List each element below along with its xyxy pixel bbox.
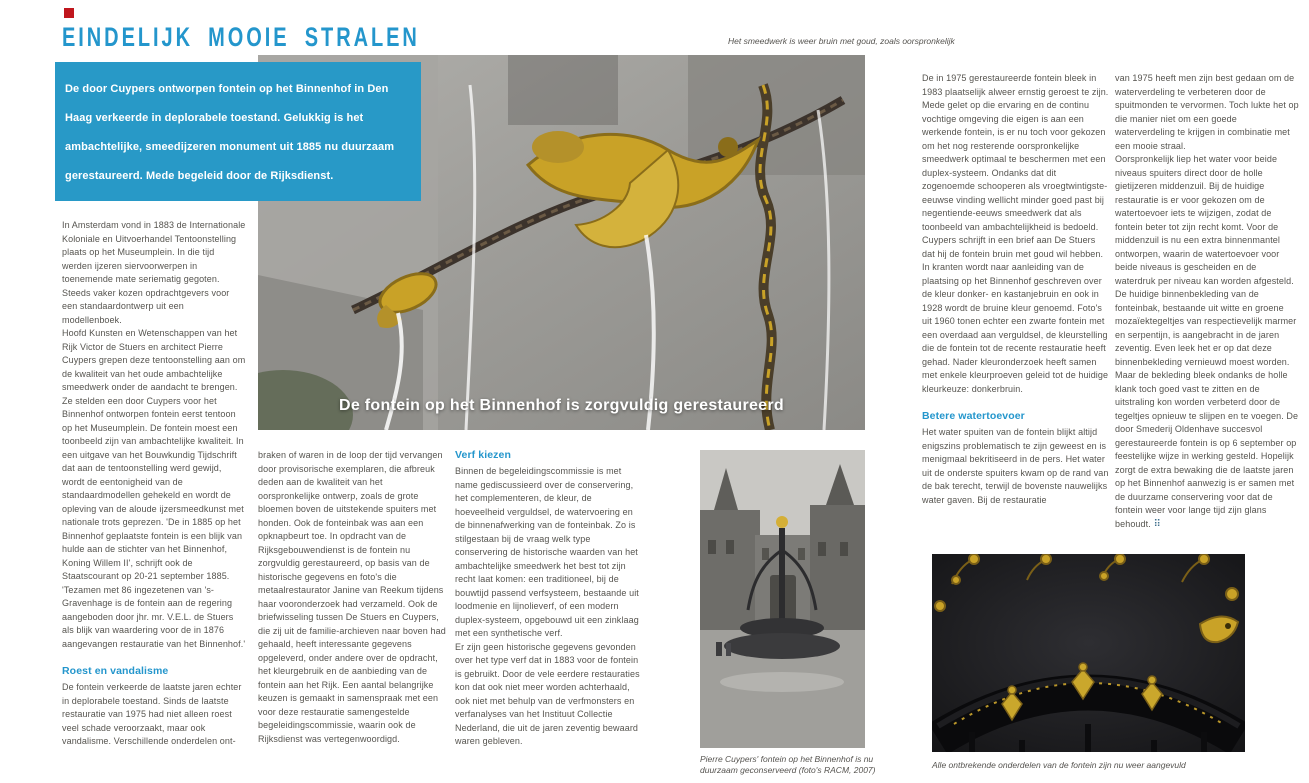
intro-box xyxy=(55,62,421,201)
paragraph: Hoofd Kunsten en Wetenschappen van het Rijk Victor de Stuers en architect Pierre Cuypers grepen deze tentoonstelling aan om de kwaliteit van het oude ambachtelijke smeedwerk onder de aandacht te brengen. Ze stelden een door Cuypers voor het Binnenhof ontworpen fontein eerst tentoon op het Museumplein. De fontein moest een toonbeeld zijn van ambachtelijke kwaliteit. In een uitgave van het Bouwkundig Tijdschrift dat aan de tentoonstelling werd gewijd, wordt de eentonigheid van de standaardmodellen gehekeld en wordt de opleving van de aloude ijzersmeedkunst met nationale trots geprezen. 'De in 1885 op het Binnenhof geplaatste fontein is een blijk van hulde aan de stichter van het Binnenhof, Koning Willem II', schrijft ook de Staatscourant op 20-21 september 1885. 'Tezamen met 86 ingezetenen van 's-Gravenhage is de fontein aan de regering aangeboden door jhr. mr. V.E.L. de Stuers als blijk van waardering voor de in 1876 aangevangen restauratie van het Binnenhof.' xyxy=(62,328,246,649)
photo-overlay-caption: De fontein op het Binnenhof is zorgvuldig gerestaureerd xyxy=(339,397,784,414)
fountain-crown-detail-photo xyxy=(932,554,1245,752)
paragraph-text: De huidige binnenbekleding van de fonteinbak, bestaande uit witte en groene mozaïektegeltjes van respectievelijk marmer en serpentijn, is aangebracht in de jaren zeventig. Even leek het er op dat deze binnenbekleding vernieuwd moest worden. Maar de bekleding bleek ondanks de holle klank toch goed vast te zitten en de uitstraling kon worden verbeterd door de tegeltjes opnieuw te slijpen en te voegen. De door Smederij Oldenhave succesvol gerestaureerde fontein is op 6 september op feestelijke wijze in werking gesteld. Hopelijk zorgt de extra bewaking die de laatste jaren op het Binnenhof aanwezig is er samen met de duurzame conservering voor dat de fontein weer voor lange tijd zijn glans behoudt. xyxy=(1115,289,1299,529)
paragraph: Oorspronkelijk liep het water voor beide niveaus spuiters direct door de holle gietijzeren middenzuil. Bij de huidige restauratie is er voor gekozen om de watertoevoer iets te wijzigen, zodat de fontein beter tot zijn recht komt. Voor de middenzuil is nu een extra binnenmantel ontworpen, waarin de watertoevoer voor beide niveaus is gescheiden en de waterdruk per niveau kan worden afgesteld. xyxy=(1115,154,1294,286)
caption-crown: Alle ontbrekende onderdelen van de fontein zijn nu weer aangevuld xyxy=(932,760,1186,770)
caption-courtyard: Pierre Cuypers' fontein op het Binnenhof is nu duurzaam geconserveerd (foto's RACM, 2007) xyxy=(700,754,876,775)
page-marker-square-icon xyxy=(64,8,74,18)
paragraph: De fontein verkeerde de laatste jaren echter in deplorabele toestand. Sinds de laatste restauratie van 1975 had niet alleen roest veel schade veroorzaakt, maar ook vandalisme. Verschillende onderdelen ont- xyxy=(62,682,242,746)
section-heading-betere-watertoevoer: Betere watertoevoer xyxy=(922,410,1025,422)
paragraph: van 1975 heeft men zijn best gedaan om de waterverdeling te verbeteren door de spuitmonden te vervormen. Toch lukte het op die manier niet om een goede waterverdeling te krijgen in combinatie met een mooie straal. xyxy=(1115,73,1299,151)
section-heading-verf-kiezen: Verf kiezen xyxy=(455,449,511,461)
paragraph: In Amsterdam vond in 1883 de Internationale Koloniale en Uitvoerhandel Tentoonstelling plaats op het Museumplein. In die tijd werden ijzeren siervoorwerpen in toenemende mate seriematig gegoten. Steeds vaker kozen opdrachtgevers voor een standaardontwerp uit een modellenboek. xyxy=(62,220,246,325)
column-1 xyxy=(62,219,246,749)
paragraph: Er zijn geen historische gegevens gevonden over het type verf dat in 1883 voor de fontein is gebruikt. Door de vele eerdere restauraties kon dat ook niet meer worden achterhaald, ook niet met behulp van de verfmonsters en verfanalyses van het Instituut Collectie Nederland, die uit de jaren zeventig bewaard waren gebleven. xyxy=(455,641,640,746)
column-3 xyxy=(455,449,643,749)
paragraph: Binnen de begeleidingscommissie is met name gediscussieerd over de conservering, het complementeren, de kleur, de hoeveelheid verguldsel, de watervoering en de binnenafwerking van de fonteinbak. Zo is stilgestaan bij de vraag welk type conservering de historische waarden van het ambachtelijke smeedwerk het best tot zijn recht laat komen: een traditioneel, bij de bouwtijd passend verfsysteem, bestaande uit loodmenie en lijnolieverf, of een modern duplex-systeem, opgebouwd uit een zinklaag met een synthetische verf. xyxy=(455,466,639,638)
page-title: EINDELIJK MOOIE STRALEN xyxy=(62,22,420,52)
end-of-article-icon: ⠿ xyxy=(1153,518,1160,530)
paragraph: Cuypers schrijft in een brief aan De Stuers dat hij de fontein bruin met goud wil hebben. In kranten wordt naar aanleiding van de plaatsing op het Binnenhof geschreven over de kleur donker- en kastanjebruin en ook in 1928 wordt de bruine kleur genoemd. Foto's uit 1960 tonen echter een zwarte fontein met een overdaad aan verguldsel, de kleurstelling die de fontein tot de recente restauratie heeft gehad. Nader kleuronderzoek heeft samen met enkele kleurproeven geleid tot de huidige kleurkeuze: donkerbruin. xyxy=(922,235,1109,394)
pedestrian xyxy=(716,642,722,656)
paragraph: braken of waren in de loop der tijd vervangen door provisorische exemplaren, die afbreuk deden aan de kwaliteit van het oorspronkelijke ontwerp, zoals de grote bloemen boven de uitstekende spuiters met honden. Ook de fonteinbak was aan een opknapbeurt toe. In opdracht van de Rijksgebouwendienst is de fontein nu zorgvuldig gerestaureerd, op basis van de historische gegevens en foto's die metaalrestaurator Janine van Reekum tijdens haar vooronderzoek had verzameld. Ook de briefwisseling tussen De Stuers en Cuypers, die zij uit de familie-archieven naar boven had gehaald, heeft interessante gegevens opgeleverd, onder andere over de opdracht, het kleurgebruik en de aanbieding van de fontein aan het Rijk. Een aantal belangrijke keuzen is gemaakt in samenspraak met een voor deze restauratie samengestelde begeleidingscommissie, waarin ook de Rijksdienst was vertegenwoordigd. xyxy=(258,450,446,744)
crown-photo-art xyxy=(932,554,1245,752)
caption-top-right: Het smeedwerk is weer bruin met goud, zoals oorspronkelijk xyxy=(728,36,955,46)
column-5 xyxy=(1115,72,1299,531)
binnenhof-courtyard-photo xyxy=(700,450,865,748)
paragraph: Het water spuiten van de fontein blijkt altijd enigszins problematisch te zijn geweest en is menigmaal bekritiseerd in de pers. Het water uit de onderste spuiters kwam op de rand van de bak terecht, terwijl de bovenste nauwelijks water gaven. Bij de restauratie xyxy=(922,427,1109,505)
column-2 xyxy=(258,449,446,746)
intro-text: De door Cuypers ontworpen fontein op het Binnenhof in Den Haag verkeerde in deplorabele toestand. Gelukkig is het ambachtelijke, smeedijzeren monument uit 1885 nu duurzaam gerestaureerd. Mede begeleid door de Rijksdienst. xyxy=(65,83,395,182)
pedestrian xyxy=(726,643,731,656)
building-window xyxy=(508,55,618,125)
courtyard-photo-art xyxy=(700,450,865,748)
paragraph: De in 1975 gerestaureerde fontein bleek in 1983 plaatselijk alweer ernstig geroest te zijn. Mede gelet op die ervaring en de continu vochtige omgeving die eigen is aan een werkende fontein, is er nu toch voor gekozen om het nog resterende oorspronkelijke smeedwerk optimaal te beschermen met een duplex-systeem. Ondanks dat dit zogenoemde schooperen als vroegtwintigste-eeuwse vinding wellicht minder goed past bij negentiende-eeuws smeedwerk dat als toonbeeld van ambachtelijkheid is bedoeld. xyxy=(922,73,1109,232)
section-heading-roest-en-vandalisme: Roest en vandalisme xyxy=(62,665,169,677)
paragraph xyxy=(1115,288,1299,531)
column-4 xyxy=(922,72,1110,507)
